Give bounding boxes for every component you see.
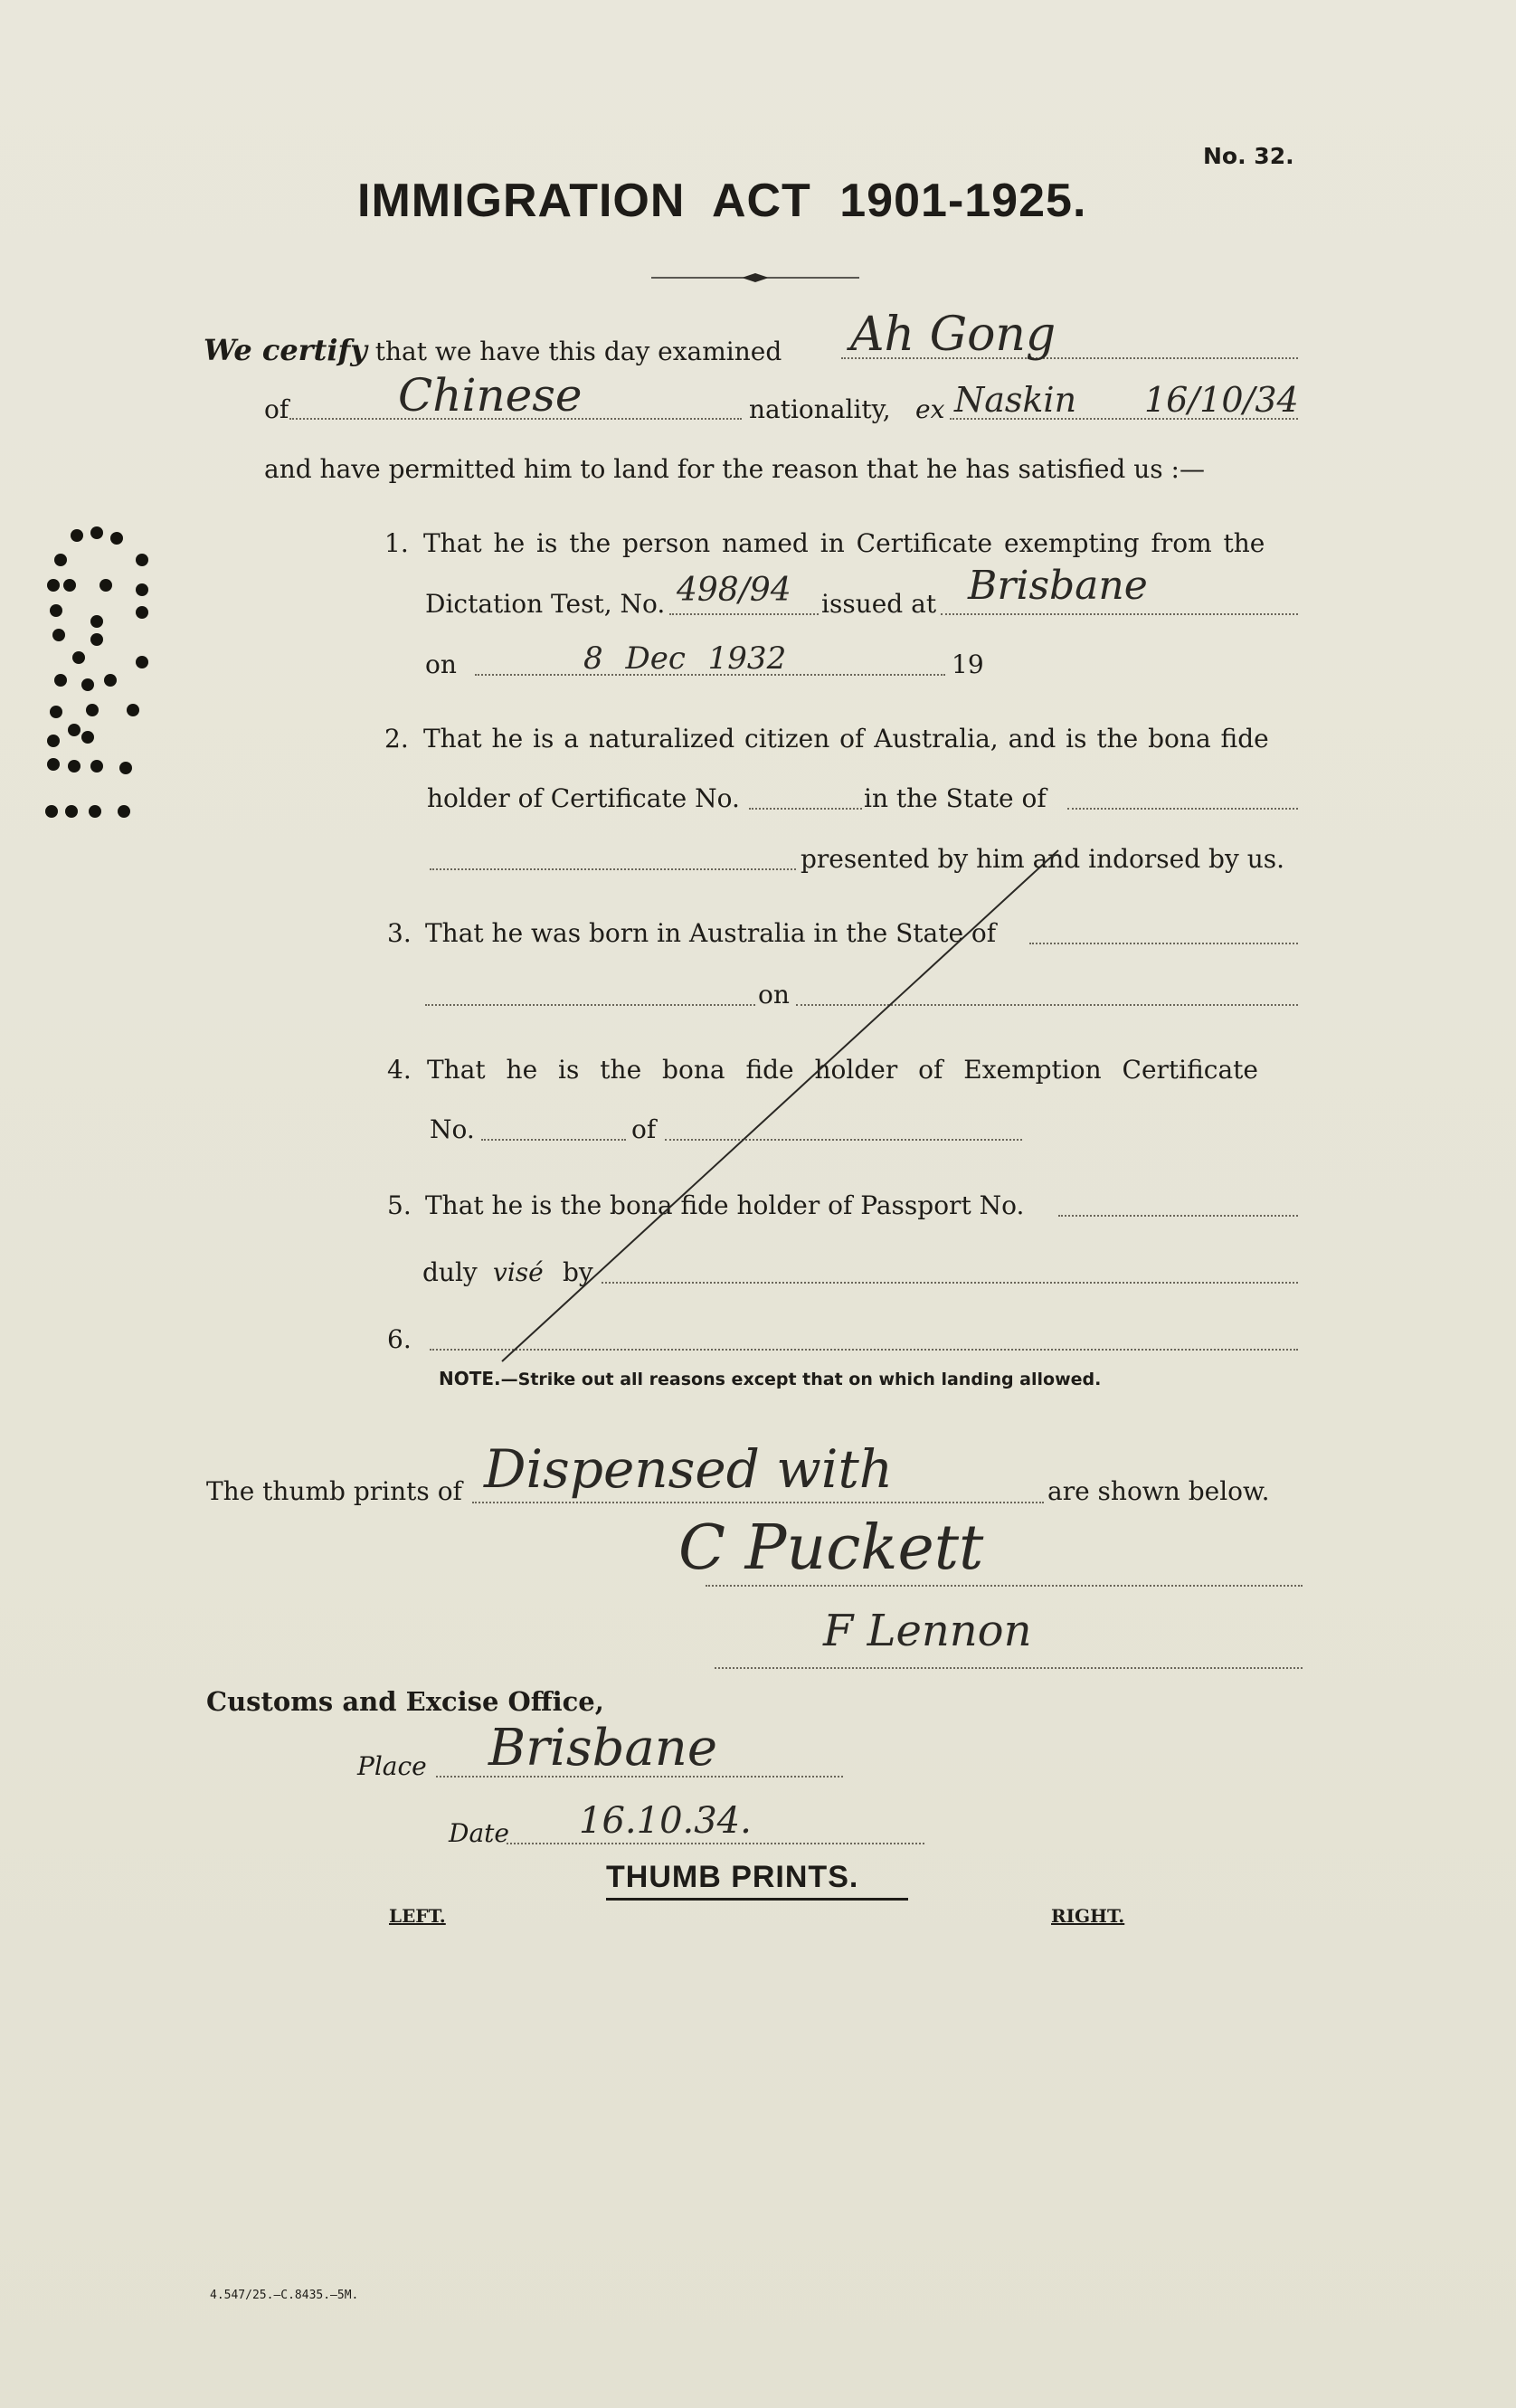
of-label: of bbox=[264, 394, 289, 424]
note-text: —Strike out all reasons except that on which landing allowed. bbox=[500, 1370, 1102, 1389]
document-title: IMMIGRATION ACT 1901-1925. bbox=[357, 175, 1087, 227]
reason-1-issued-label: issued at bbox=[821, 589, 937, 619]
reason-5-duly-label: duly bbox=[422, 1257, 478, 1287]
office-heading: Customs and Excise Office, bbox=[206, 1686, 604, 1717]
reason-1-line1: That he is the person named in Certificate exempting from the bbox=[423, 528, 1265, 558]
place-value: Brisbane bbox=[488, 1719, 718, 1778]
reason-4-no-label: No. bbox=[430, 1114, 475, 1144]
thumb-prints-value: Dispensed with bbox=[484, 1438, 894, 1500]
nationality-label: nationality, bbox=[749, 394, 891, 424]
reason-1-issued-place: Brisbane bbox=[968, 563, 1148, 609]
certify-lead: We certify bbox=[204, 333, 367, 367]
reason-1-date: 8 Dec 1932 bbox=[583, 640, 787, 677]
reason-5-by-label: by bbox=[563, 1257, 593, 1287]
thumb-prints-tail: are shown below. bbox=[1047, 1476, 1270, 1506]
form-number: No. 32. bbox=[1203, 143, 1294, 169]
date-value: 16.10.34. bbox=[579, 1800, 752, 1842]
reason-1-on-label: on bbox=[425, 649, 457, 679]
reason-3-on-label: on bbox=[758, 980, 790, 1010]
place-label: Place bbox=[357, 1751, 427, 1781]
left-thumb-label: LEFT. bbox=[389, 1905, 446, 1927]
reason-1-year-prefix: 19 bbox=[952, 649, 984, 679]
reason-4-of-label: of bbox=[631, 1114, 657, 1144]
note-label: NOTE. bbox=[439, 1368, 501, 1389]
examined-name: Ah Gong bbox=[850, 308, 1056, 362]
signature-line-1 bbox=[706, 1585, 1303, 1587]
reason-1-cert-no: 498/94 bbox=[677, 572, 791, 609]
reason-2-number: 2. bbox=[384, 724, 409, 754]
reason-3-number: 3. bbox=[387, 918, 412, 948]
officer-signature-2: F Lennon bbox=[823, 1606, 1032, 1656]
reason-3-line1: That he was born in Australia in the State of bbox=[425, 918, 997, 948]
signature-line-2 bbox=[715, 1667, 1303, 1669]
reason-2-state-label: in the State of bbox=[864, 783, 1047, 813]
printer-code: 4.547/25.—C.8435.—5M. bbox=[210, 2289, 359, 2302]
right-thumb-label: RIGHT. bbox=[1051, 1905, 1125, 1927]
nationality-value: Chinese bbox=[398, 369, 583, 422]
date-label: Date bbox=[449, 1818, 509, 1848]
reason-2-holder-label: holder of Certificate No. bbox=[427, 783, 740, 813]
reason-5-line1: That he is the bona fide holder of Passport No. bbox=[425, 1190, 1025, 1220]
reason-5-vise-label: visé bbox=[493, 1257, 544, 1287]
reason-1-number: 1. bbox=[384, 528, 409, 558]
reason-5-number: 5. bbox=[387, 1190, 412, 1220]
reason-2-line1: That he is a naturalized citizen of Australia, and is the bona fide bbox=[423, 724, 1269, 754]
reason-4-line1: That he is the bona fide holder of Exemption Certificate bbox=[427, 1055, 1258, 1085]
officer-signature-1: C Puckett bbox=[678, 1512, 984, 1584]
permitted-text: and have permitted him to land for the reason that he has satisfied us :— bbox=[264, 454, 1205, 484]
reason-1-dictation-label: Dictation Test, No. bbox=[425, 589, 666, 619]
reason-4-number: 4. bbox=[387, 1055, 412, 1085]
arrival-date: 16/10/34 bbox=[1144, 380, 1299, 420]
certify-text: that we have this day examined bbox=[374, 337, 782, 366]
thumb-prints-field-line bbox=[472, 1502, 1044, 1503]
thumb-prints-underline bbox=[606, 1898, 908, 1901]
reason-6-number: 6. bbox=[387, 1324, 412, 1354]
ex-label: ex bbox=[915, 394, 945, 424]
thumb-prints-label: The thumb prints of bbox=[206, 1476, 462, 1506]
date-field-line bbox=[507, 1843, 924, 1844]
reason-2-line3: presented by him and indorsed by us. bbox=[801, 844, 1284, 874]
ship-name: Naskin bbox=[954, 380, 1077, 420]
thumb-prints-heading: THUMB PRINTS. bbox=[606, 1860, 859, 1894]
